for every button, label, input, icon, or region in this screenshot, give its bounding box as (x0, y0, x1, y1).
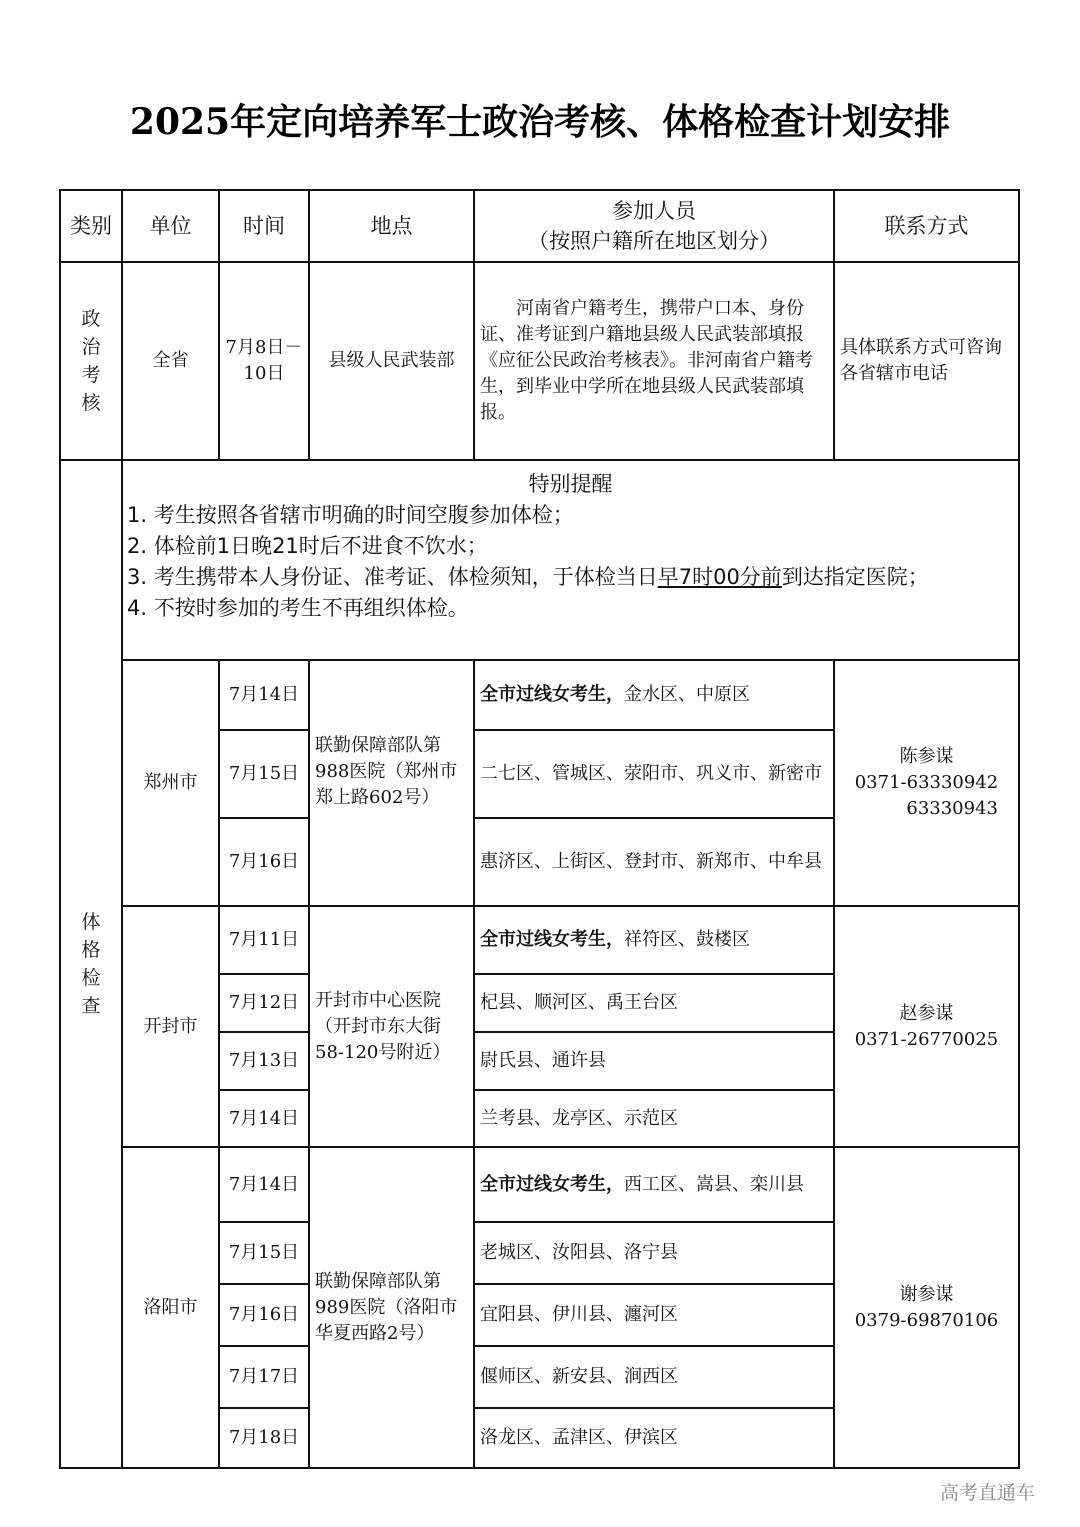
contact-name: 陈参谋 (899, 746, 954, 767)
contact-phone: 0371-26770025 (854, 1028, 999, 1050)
header-participants-line2: （按照户籍所在地区划分） (528, 229, 780, 253)
city-zhengzhou: 郑州市 (121, 659, 220, 907)
participants-cell: 全市过线女考生，祥符区、鼓楼区 (473, 905, 835, 975)
participants-cell: 偃师区、新安县、涧西区 (473, 1345, 835, 1409)
contact-zhengzhou (833, 659, 1020, 907)
notice-item-2: 2. 体检前1日晚21时后不进食不饮水； (127, 534, 488, 558)
location-kaifeng: 开封市中心医院（开封市东大街58-120号附近） (308, 905, 475, 1148)
date-cell: 7月17日 (218, 1345, 310, 1409)
contact-phone: 0371-63330942 (854, 772, 999, 793)
participants-cell: 老城区、汝阳县、洛宁县 (473, 1221, 835, 1285)
special-notice (121, 459, 1020, 661)
date-cell: 7月13日 (218, 1031, 310, 1091)
participants-cell: 二七区、管城区、荥阳市、巩义市、新密市 (473, 729, 835, 819)
header-location: 地点 (308, 189, 475, 263)
participants-cell: 全市过线女考生，金水区、中原区 (473, 659, 835, 731)
date-cell: 7月18日 (218, 1407, 310, 1469)
notice-item-3: 3. 考生携带本人身份证、准考证、体检须知，于体检当日早7时00分前到达指定医院； (127, 565, 929, 589)
location-zhengzhou: 联勤保障部队第988医院（郑州市郑上路602号） (308, 659, 475, 907)
participants-cell: 惠济区、上街区、登封市、新郑市、中牟县 (473, 817, 835, 907)
contact-phone: 0379-69870106 (854, 1309, 999, 1331)
date-cell: 7月14日 (218, 1146, 310, 1223)
header-contact: 联系方式 (833, 189, 1020, 263)
political-location: 县级人民武装部 (308, 261, 475, 461)
city-luoyang: 洛阳市 (121, 1146, 220, 1469)
date-cell: 7月15日 (218, 1221, 310, 1285)
notice-title: 特别提醒 (528, 472, 613, 496)
contact-kaifeng (833, 905, 1020, 1148)
date-cell: 7月16日 (218, 817, 310, 907)
header-participants (473, 189, 835, 263)
political-time: 7月8日－ 10日 (218, 261, 310, 461)
date-cell: 7月12日 (218, 973, 310, 1033)
contact-phone: 63330943 (906, 798, 998, 819)
participants-cell: 杞县、顺河区、禹王台区 (473, 973, 835, 1033)
notice-item-4: 4. 不按时参加的考生不再组织体检。 (127, 596, 469, 620)
notice-deadline: 早7时00分前 (657, 565, 782, 589)
date-cell: 7月14日 (218, 1089, 310, 1148)
political-contact: 具体联系方式可咨询各省辖市电话 (833, 261, 1020, 461)
political-unit: 全省 (121, 261, 220, 461)
participants-cell: 尉氏县、通许县 (473, 1031, 835, 1091)
header-unit: 单位 (121, 189, 220, 263)
header-time: 时间 (218, 189, 310, 263)
contact-name: 谢参谋 (899, 1283, 954, 1305)
header-category: 类别 (59, 189, 123, 263)
participants-cell: 兰考县、龙亭区、示范区 (473, 1089, 835, 1148)
contact-luoyang (833, 1146, 1020, 1469)
participants-cell: 宜阳县、伊川县、瀍河区 (473, 1283, 835, 1347)
category-political-review: 政 治 考 核 (59, 261, 123, 461)
city-kaifeng: 开封市 (121, 905, 220, 1148)
notice-item-1: 1. 考生按照各省辖市明确的时间空腹参加体检； (127, 503, 574, 527)
contact-name: 赵参谋 (899, 1002, 954, 1024)
watermark: 高考直通车 (940, 1482, 1036, 1504)
date-cell: 7月15日 (218, 729, 310, 819)
participants-cell: 洛龙区、孟津区、伊滨区 (473, 1407, 835, 1469)
political-participants: 河南省户籍考生，携带户口本、身份证、准考证到户籍地县级人民武装部填报《应征公民政治考核表》。非河南省户籍考生，到毕业中学所在地县级人民武装部填报。 (473, 261, 835, 461)
location-luoyang: 联勤保障部队第989医院（洛阳市华夏西路2号） (308, 1146, 475, 1469)
header-participants-line1: 参加人员 (612, 199, 696, 223)
participants-cell: 全市过线女考生，西工区、嵩县、栾川县 (473, 1146, 835, 1223)
date-cell: 7月14日 (218, 659, 310, 731)
category-physical-exam: 体 格 检 查 (59, 459, 123, 1469)
page-title: 2025年定向培养军士政治考核、体格检查计划安排 (129, 101, 951, 143)
date-cell: 7月11日 (218, 905, 310, 975)
date-cell: 7月16日 (218, 1283, 310, 1347)
